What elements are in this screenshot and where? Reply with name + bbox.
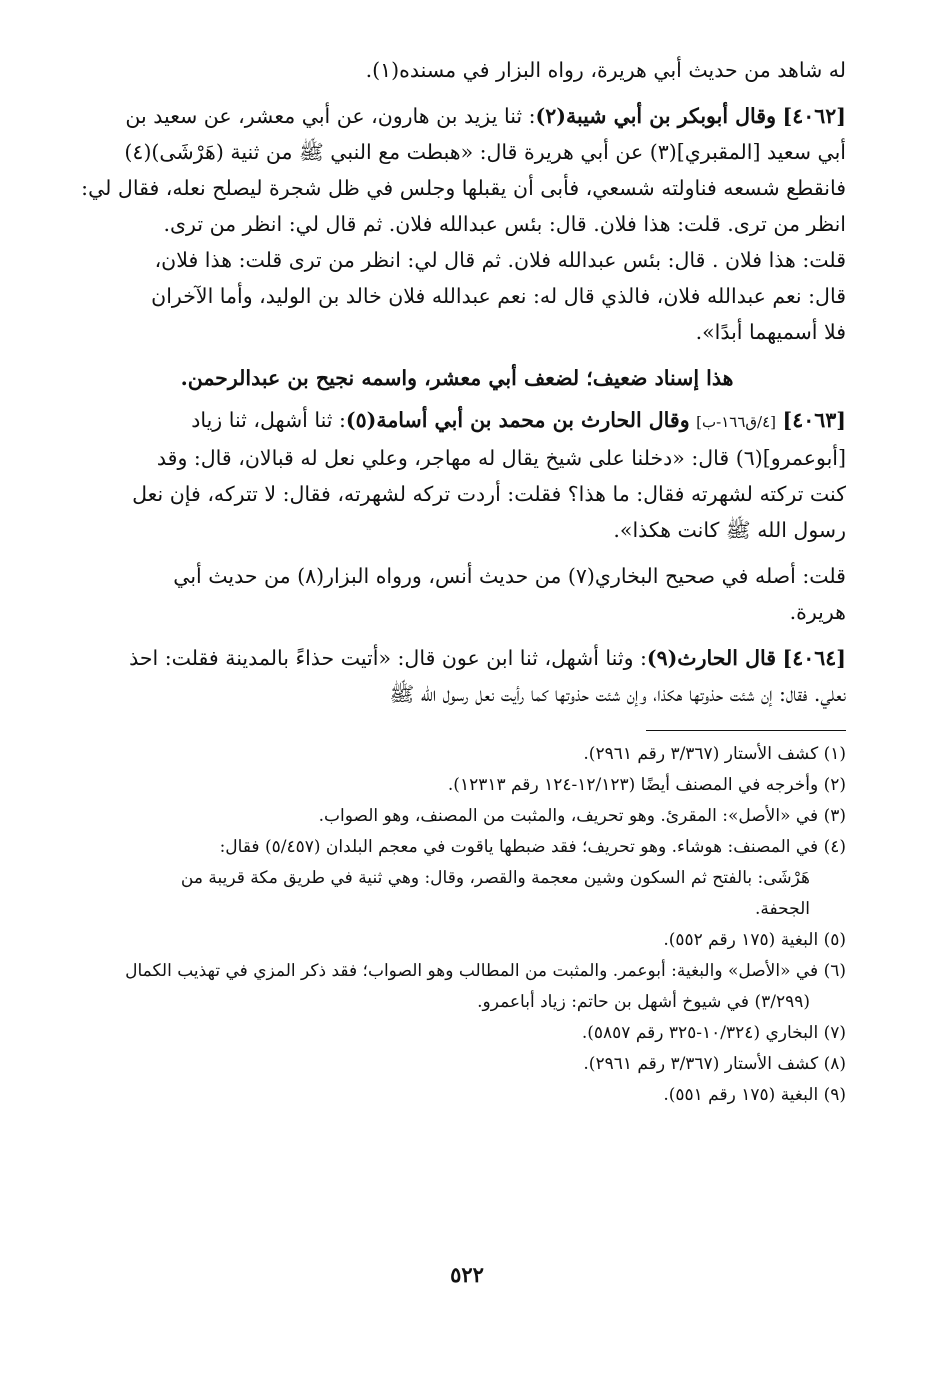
footnote-line: (٣/٢٩٩) في شيوخ أشهل بن حاتم: زياد أباعمرو. <box>477 992 810 1012</box>
hadith-4063-line-1 <box>68 402 846 440</box>
footnote-8 <box>68 1049 846 1080</box>
footnote-line: (٩) البغية (١٧٥ رقم ٥٥١). <box>663 1085 846 1105</box>
hadith-text-line: فلا أسميهما أبدًا». <box>695 320 846 344</box>
hadith-text-line: قال: نعم عبدالله فلان، فالذي قال له: نعم عبدالله فلان خالد بن الوليد، وأما الآخران <box>151 284 846 308</box>
hadith-text-line: فانقطع شسعه فناولته شسعي، فأبى أن يقبلها وجلس في ظل شجرة ليصلح نعله، فقال لي: <box>81 176 846 200</box>
note-line: قلت: أصله في صحيح البخاري(٧) من حديث أنس، ورواه البزار(٨) من حديث أبي <box>173 564 846 588</box>
footnote-4 <box>68 832 846 925</box>
footnote-line: (٧) البخاري (١٠/٣٢٤-٣٢٥ رقم ٥٨٥٧). <box>581 1023 846 1043</box>
footnote-line: (٨) كشف الأستار (٣/٣٦٧ رقم ٢٩٦١). <box>583 1054 846 1074</box>
footnote-5 <box>68 925 846 956</box>
footnote-7 <box>68 1018 846 1049</box>
footnote-2 <box>68 770 846 801</box>
page-number: ٥٢٢ <box>450 1262 484 1287</box>
footnote-1 <box>68 739 846 770</box>
editor-note <box>68 558 846 630</box>
note-line: هريرة. <box>789 600 846 624</box>
hadith-text-line: رسول الله ﷺ كانت هكذا». <box>613 518 846 542</box>
manuscript-reference: [٤/ق١٦٦-ب] <box>696 413 777 431</box>
footnote-line: (٣) في «الأصل»: المقرئ. وهو تحريف، والمثبت من المصنف، وهو الصواب. <box>318 806 846 826</box>
footnote-line: الجحفة. <box>755 899 810 919</box>
hadith-text: : ثنا أشهل، ثنا زياد <box>191 408 346 432</box>
hadith-narrator: وقال أبوبكر بن أبي شيبة(٢) <box>535 104 777 128</box>
footnote-line: (٥) البغية (١٧٥ رقم ٥٥٢). <box>663 930 846 950</box>
hadith-4064 <box>68 640 846 712</box>
page-body <box>68 52 846 1111</box>
hadith-text-line: قلت: هذا فلان . قال: بئس عبدالله فلان. ثم قال لي: انظر من ترى قلت: هذا فلان، <box>154 248 846 272</box>
footnote-9 <box>68 1080 846 1111</box>
hadith-text-line: نعلي. فقال: إن شئت حذوتها هكذا، وإن شئت حذوتها كما رأيت نعل رسول الله ﷺ <box>389 682 846 706</box>
isnad-grade: هذا إسناد ضعيف؛ لضعف أبي معشر، واسمه نجيح بن عبدالرحمن. <box>180 366 734 390</box>
hadith-text-line: أبي سعيد [المقبري](٣) عن أبي هريرة قال: «هبطت مع النبي ﷺ من ثنية (هَرْشَى)(٤) <box>124 140 846 164</box>
footnote-line: هَرْشَى: بالفتح ثم السكون وشين معجمة والقصر، وقال: وهي ثنية في طريق مكة قريبة من <box>180 868 810 888</box>
footnote-6 <box>68 956 846 1018</box>
intro-paragraph <box>68 52 846 88</box>
hadith-text: : ثنا يزيد بن هارون، عن أبي معشر، عن سعيد بن <box>125 104 536 128</box>
footnote-line: (٤) في المصنف: هوشاء. وهو تحريف؛ فقد ضبطها ياقوت في معجم البلدان (٥/٤٥٧) فقال: <box>219 837 846 857</box>
footnote-line: (٦) في «الأصل» والبغية: أبوعمر. والمثبت من المطالب وهو الصواب؛ فقد ذكر المزي في تهذيب الكمال <box>125 961 846 981</box>
hadith-number: [٤٠٦٢] <box>782 104 846 128</box>
hadith-4063 <box>68 402 846 548</box>
hadith-4062-line-1 <box>68 98 846 134</box>
footnote-line: (٢) وأخرجه في المصنف أيضًا (١٢/١٢٣-١٢٤ رقم ١٢٣١٣). <box>447 775 846 795</box>
footnote-divider <box>646 730 846 731</box>
hadith-text-line: انظر من ترى. قلت: هذا فلان. قال: بئس عبدالله فلان. ثم قال لي: انظر من ترى. <box>163 212 846 236</box>
hadith-4062 <box>68 98 846 350</box>
hadith-number: [٤٠٦٤] <box>782 646 846 670</box>
hadith-text: : وثنا أشهل، ثنا ابن عون قال: «أتيت حذاءً بالمدينة فقلت: احذ <box>129 646 647 670</box>
footnote-3 <box>68 801 846 832</box>
hadith-narrator: وقال الحارث بن محمد بن أبي أسامة(٥) <box>345 408 690 432</box>
hadith-narrator: قال الحارث(٩) <box>646 646 777 670</box>
hadith-4064-line-1 <box>68 640 846 676</box>
hadith-text-line: [أبوعمرو](٦) قال: «دخلنا على شيخ يقال له مهاجر، وعلي نعل له قبالان، قال: وقد <box>156 446 846 470</box>
footnote-line: (١) كشف الأستار (٣/٣٦٧ رقم ٢٩٦١). <box>583 744 846 764</box>
footnotes <box>68 739 846 1111</box>
hadith-text-line: كنت تركته لشهرته فقال: ما هذا؟ فقلت: أردت تركه لشهرته، فقال: لا تتركه، فإن نعل <box>132 482 846 506</box>
hadith-number: [٤٠٦٣] <box>782 408 846 432</box>
intro-line: له شاهد من حديث أبي هريرة، رواه البزار في مسنده(١). <box>365 58 846 82</box>
